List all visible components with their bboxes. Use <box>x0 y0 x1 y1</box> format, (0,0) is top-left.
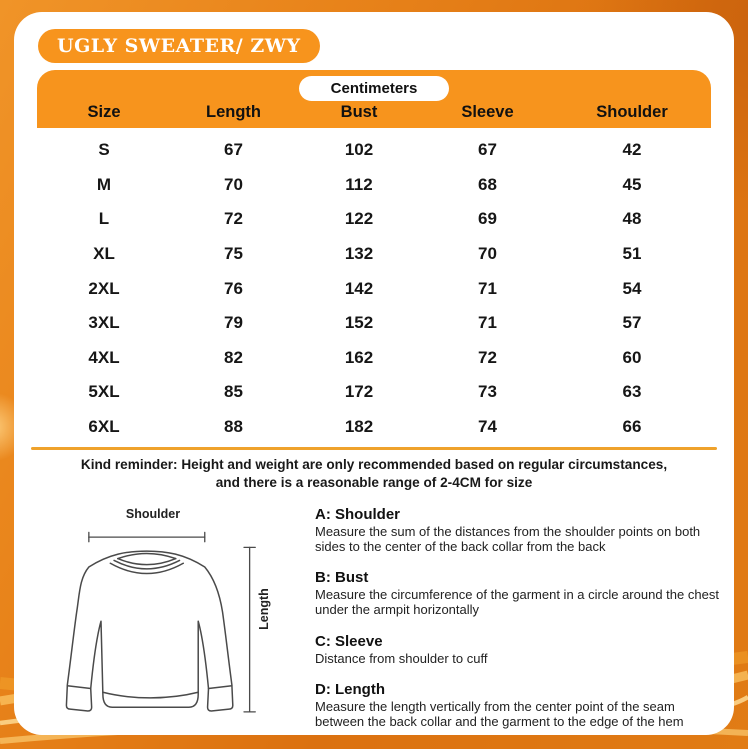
chart-card <box>14 12 734 735</box>
table-cell: 88 <box>224 417 243 437</box>
length-measure-line <box>244 547 255 712</box>
table-row <box>37 168 711 203</box>
sweater-diagram <box>44 507 304 732</box>
guide-desc: Measure the sum of the distances from the shoulder points on both sides to the center of the back collar from the back <box>315 524 701 554</box>
column-header-shoulder: Shoulder <box>596 102 668 121</box>
table-row <box>37 410 711 445</box>
table-cell: 45 <box>622 174 642 194</box>
table-row <box>37 375 711 410</box>
guide-term: A: Shoulder <box>315 506 400 523</box>
column-header-size: Size <box>87 102 121 121</box>
product-title-pill <box>38 29 320 63</box>
divider-line <box>31 447 717 450</box>
table-cell: 72 <box>224 209 243 229</box>
table-cell: 70 <box>224 174 243 194</box>
table-cell: 85 <box>224 382 243 402</box>
table-cell: 67 <box>224 140 243 160</box>
guide-desc: Measure the length vertically from the center point of the seam between the back collar and the garment to the edge of the hem <box>315 699 684 730</box>
guide-term: D: Length <box>315 681 385 699</box>
length-measure-label: Length <box>257 588 271 630</box>
guide-item-bust <box>315 569 721 617</box>
guide-desc: Distance from shoulder to cuff <box>315 650 488 666</box>
table-row <box>37 306 711 341</box>
table-cell: 4XL <box>88 347 120 367</box>
reminder-line-2: and there is a reasonable range of 2-4CM for size <box>215 475 533 491</box>
table-row <box>37 133 711 168</box>
table-cell: 82 <box>224 347 243 367</box>
guide-desc: Measure the circumference of the garment in a circle around the chest under the armpit horizontally <box>315 587 719 618</box>
guide-item-sleeve <box>315 633 721 667</box>
table-cell: 152 <box>344 313 374 333</box>
table-cell: 3XL <box>88 313 120 333</box>
table-cell: 63 <box>622 382 642 402</box>
column-header-sleeve: Sleeve <box>461 102 514 121</box>
table-cell: 142 <box>344 278 374 298</box>
table-cell: 112 <box>345 174 373 194</box>
guide-item-shoulder <box>315 506 721 554</box>
table-header-band <box>37 70 711 128</box>
shoulder-measure-label: Shoulder <box>125 507 181 521</box>
table-cell: 102 <box>344 140 374 160</box>
table-cell: S <box>98 140 110 160</box>
table-cell: 73 <box>478 382 497 402</box>
table-row <box>37 237 711 272</box>
table-cell: 182 <box>344 417 374 437</box>
guide-term: B: Bust <box>315 569 369 587</box>
table-cell: 54 <box>622 278 642 298</box>
table-cell: 162 <box>344 347 374 367</box>
table-row <box>37 202 711 237</box>
table-cell: 75 <box>224 244 243 264</box>
table-cell: 71 <box>478 278 497 298</box>
table-cell: 172 <box>344 382 374 402</box>
column-header-bust: Bust <box>340 102 378 121</box>
guide-term: C: Sleeve <box>315 632 383 650</box>
table-cell: 57 <box>622 313 642 333</box>
table-cell: 6XL <box>88 417 120 437</box>
table-cell: 5XL <box>88 382 120 402</box>
measuring-guide <box>315 506 721 730</box>
table-cell: 69 <box>478 209 497 229</box>
table-cell: 67 <box>478 140 497 160</box>
table-cell: 68 <box>478 174 497 194</box>
table-cell: 76 <box>224 278 243 298</box>
table-row <box>37 271 711 306</box>
table-cell: 2XL <box>88 278 120 298</box>
table-cell: M <box>96 174 112 194</box>
table-cell: 48 <box>622 209 642 229</box>
table-cell: 66 <box>622 417 642 437</box>
table-body <box>37 133 711 444</box>
unit-pill <box>299 76 449 101</box>
table-cell: 72 <box>478 347 497 367</box>
table-cell: 51 <box>622 244 642 264</box>
table-cell: 71 <box>478 313 497 333</box>
product-title: UGLY SWEATER/ ZWY <box>57 35 301 57</box>
table-cell: 122 <box>344 209 374 229</box>
table-cell: 70 <box>478 244 497 264</box>
guide-item-length <box>315 681 721 729</box>
column-header-length: Length <box>206 102 261 121</box>
table-cell: 132 <box>344 244 374 264</box>
table-cell: 79 <box>224 313 243 333</box>
sweater-drawing <box>58 524 273 725</box>
shoulder-measure-line <box>89 532 205 541</box>
table-cell: 74 <box>478 417 497 437</box>
table-row <box>37 341 711 376</box>
column-header-row <box>37 99 711 125</box>
table-cell: 42 <box>622 140 642 160</box>
unit-label: Centimeters <box>330 80 418 97</box>
table-cell: XL <box>93 244 115 264</box>
table-cell: L <box>98 209 110 229</box>
table-cell: 60 <box>622 347 642 367</box>
kind-reminder <box>24 456 724 493</box>
reminder-line-1: Kind reminder: Height and weight are only recommended based on regular circumstances, <box>80 457 668 472</box>
